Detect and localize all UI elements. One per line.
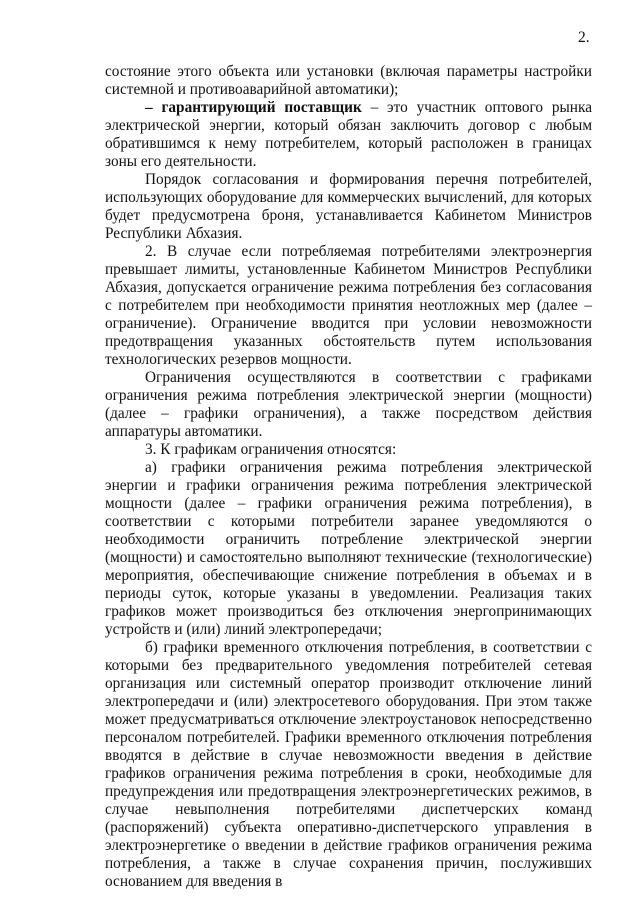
paragraph-1 <box>105 63 592 99</box>
paragraph-4 <box>105 243 592 369</box>
paragraph-8 <box>105 639 592 891</box>
paragraph-text: 3. К графикам ограничения относятся: <box>145 441 397 458</box>
paragraph-text: – это участник оптового рынка электрической энергии, который обязан заключить договор с любым обратившимся к нему потребителем, который расположен в границах зоны его деятельности. <box>105 99 592 170</box>
paragraph-text: Порядок согласования и формирования перечня потребителей, использующих оборудование для коммерческих вычислений, для которых будет предусмотрена броня, устанавливается Кабинетом Министров Республики Абхазия. <box>105 171 592 242</box>
paragraph-2 <box>105 99 592 171</box>
defined-term: – гарантирующий поставщик <box>145 99 362 116</box>
paragraph-3 <box>105 171 592 243</box>
paragraph-text: 2. В случае если потребляемая потребителями электроэнергия превышает лимиты, установленные Кабинетом Министров Республики Абхазия, допускается ограничение режима потребления без согласования с потребителем при необходимости принятия неотложных мер (далее – ограничение). Ограничение вводится при условии невозможности предотвращения указанных обстоятельств путем использования технологических резервов мощности. <box>105 243 592 368</box>
paragraph-6 <box>105 441 592 459</box>
paragraph-text: б) графики временного отключения потребления, в соответствии с которыми без предварительного уведомления потребителей сетевая организация или системный оператор производит отключение линий электропередачи и (или) электросетевого оборудования. При этом также может предусматриваться отключение электроустановок непосредственно персоналом потребителей. Графики временного отключения потребления вводятся в действие в случае невозможности введения в действие графиков ограничения режима потребления в сроки, необходимые для предупреждения или предотвращения электроэнергетических режимов, в случае невыполнения потребителями диспетчерских команд (распоряжений) субъекта оперативно-диспетчерского управления в электроэнергетике о введении в действие графиков ограничения режима потребления, а также в случае сохранения причин, послуживших основанием для введения в <box>105 639 592 890</box>
paragraph-text: а) графики ограничения режима потребления электрической энергии и графики ограничения режима потребления электрической мощности (далее – графики ограничения режима потребления), в соответствии с которыми потребители заранее уведомляются о необходимости ограничить потребление электрической энергии (мощности) и самостоятельно выполняют технические (технологические) мероприятия, обеспечивающие снижение потребления в объемах и в периоды суток, которые указаны в уведомлении. Реализация таких графиков может производиться без отключения энергопринимающих устройств и (или) линий электропередачи; <box>105 459 592 638</box>
document-body <box>105 63 592 891</box>
paragraph-5 <box>105 369 592 441</box>
page-number: 2. <box>578 29 590 46</box>
paragraph-7 <box>105 459 592 639</box>
paragraph-text: Ограничения осуществляются в соответствии с графиками ограничения режима потребления электрической энергии (мощности) (далее – графики ограничения), а также посредством действия аппаратуры автоматики. <box>105 369 592 440</box>
paragraph-text: состояние этого объекта или установки (включая параметры настройки системной и противоаварийной автоматики); <box>105 63 592 98</box>
